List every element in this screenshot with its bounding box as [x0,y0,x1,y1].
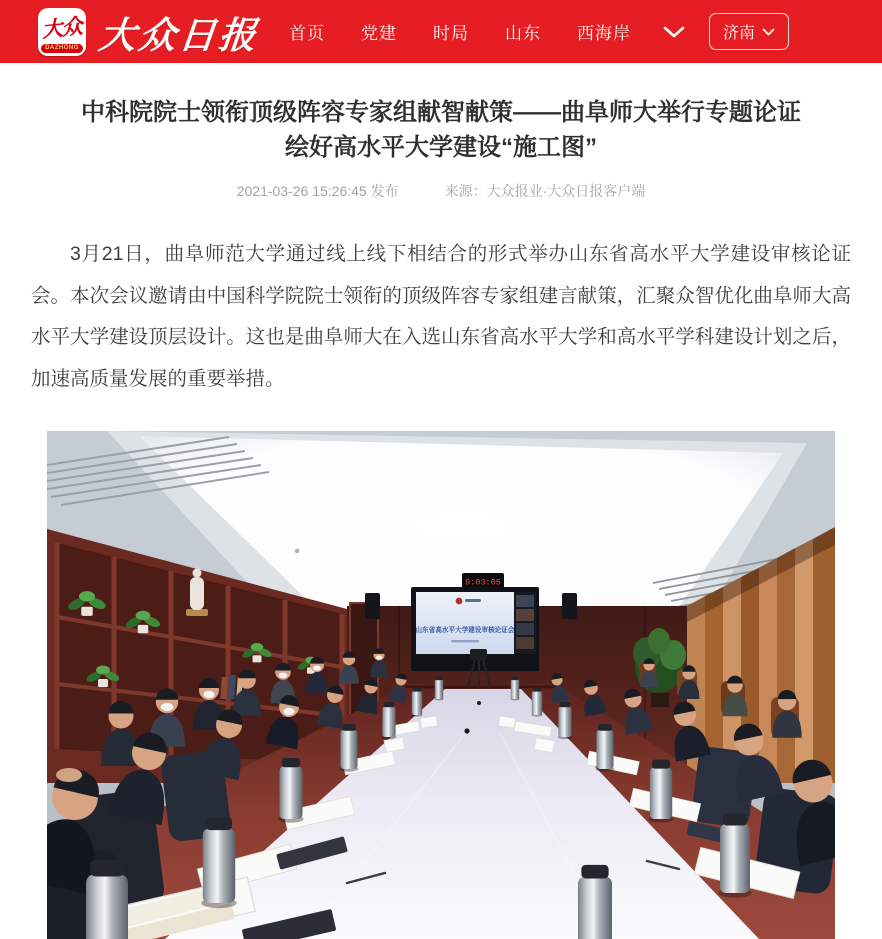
video-conference-strip [514,592,536,654]
wall-clock-time: 9:03:05 [465,577,501,588]
article-title-line1: 中科院院士领衔顶级阵容专家组献智献策——曲阜师大举行专题论证 [81,99,801,126]
brand-wordmark[interactable]: 大众日报 [96,15,261,57]
speaker-left [365,593,380,619]
university-logo [456,598,463,605]
main-nav [289,13,789,50]
nav-item-shandong[interactable]: 山东 [505,24,541,43]
publish-time: 2021-03-26 15:26:45 发布 [236,182,399,199]
city-chevron-down-icon [762,28,775,36]
site-logo[interactable] [38,5,259,59]
site-header [0,0,882,63]
city-selector-label: 济南 [723,25,756,42]
article [0,96,882,939]
nav-item-home[interactable]: 首页 [289,24,325,43]
nav-item-west-coast[interactable]: 西海岸 [577,24,631,43]
city-selector-button[interactable] [709,13,789,50]
screen-slide-title: 山东省高水平大学建设审核论证会 [415,627,515,635]
logo-characters: 大众 [40,13,83,43]
dazhong-logo-icon [38,8,86,56]
wall-clock [462,573,504,588]
article-photo-meeting-room [47,431,835,939]
nav-item-current-affairs[interactable]: 时局 [433,24,469,43]
article-title [46,96,836,166]
article-title-line2: 绘好高水平大学建设“施工图” [285,133,597,161]
nav-item-party[interactable]: 党建 [361,24,397,43]
article-body-paragraph: 3月21日，曲阜师范大学通过线上线下相结合的形式举办山东省高水平大学建设审核论证会。本次会议邀请由中国科学院院士领衔的顶级阵容专家组建言献策，汇聚众智优化曲阜师大高水平大学建设顶层设计。这也是曲阜师大在入选山东省高水平大学和高水平学科建设计划之后，加速高质量发展的重要举措。 [31,242,851,391]
article-meta [0,181,882,201]
nav-more-chevron-down-icon[interactable] [663,26,685,38]
article-source: 来源：大众报业·大众日报客户端 [444,182,646,199]
speaker-right [562,593,577,619]
logo-ribbon-text: DAZHONG [41,44,83,53]
